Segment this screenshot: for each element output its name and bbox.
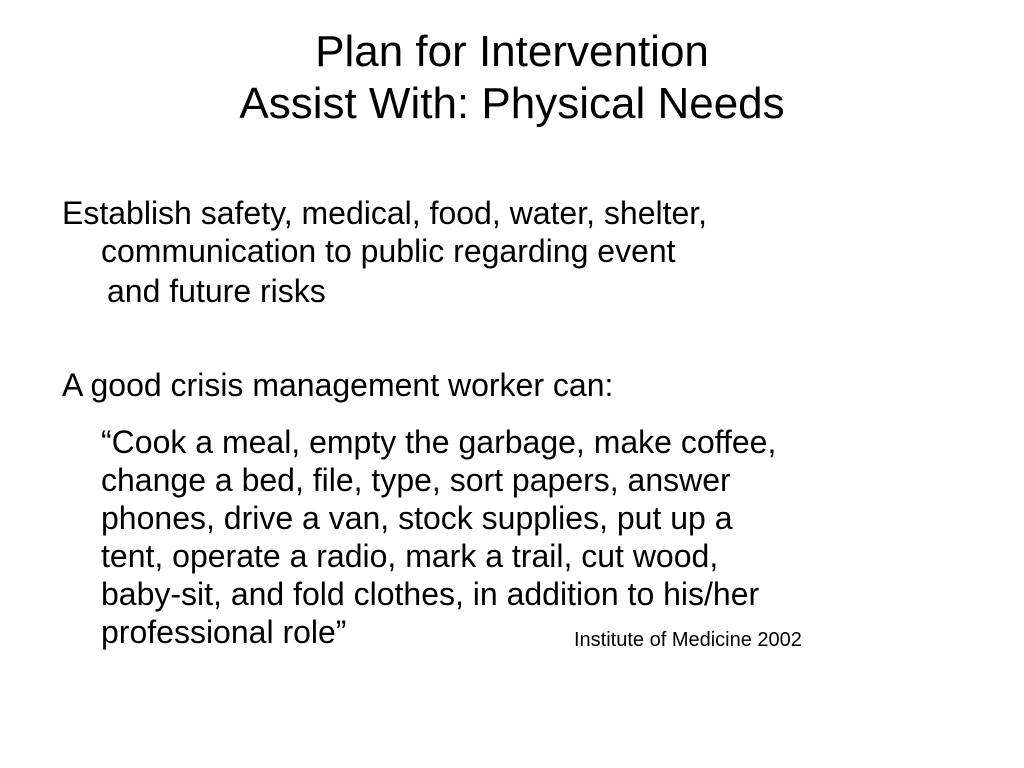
slide-title <box>0 26 1024 130</box>
paragraph-1-line-1: Establish safety, medical, food, water, shelter, <box>62 195 708 231</box>
quote-line-1: “Cook a meal, empty the garbage, make coffee, <box>101 424 777 460</box>
quote-line-3: phones, drive a van, stock supplies, put up a <box>101 500 733 536</box>
quote-line-4: tent, operate a radio, mark a trail, cut wood, <box>101 538 719 574</box>
quote-line-6: professional role” <box>101 614 347 650</box>
title-line-1: Plan for Intervention <box>315 27 709 76</box>
quote-line-2: change a bed, file, type, sort papers, answer <box>101 462 731 498</box>
paragraph-1-line-2: communication to public regarding event <box>101 233 676 269</box>
title-line-2: Assist With: Physical Needs <box>239 79 785 128</box>
citation: Institute of Medicine 2002 <box>574 629 802 651</box>
paragraph-1-line-3: and future risks <box>107 273 326 309</box>
quote-line-5: baby-sit, and fold clothes, in addition to his/her <box>101 576 760 612</box>
paragraph-2: A good crisis management worker can: <box>62 367 614 403</box>
